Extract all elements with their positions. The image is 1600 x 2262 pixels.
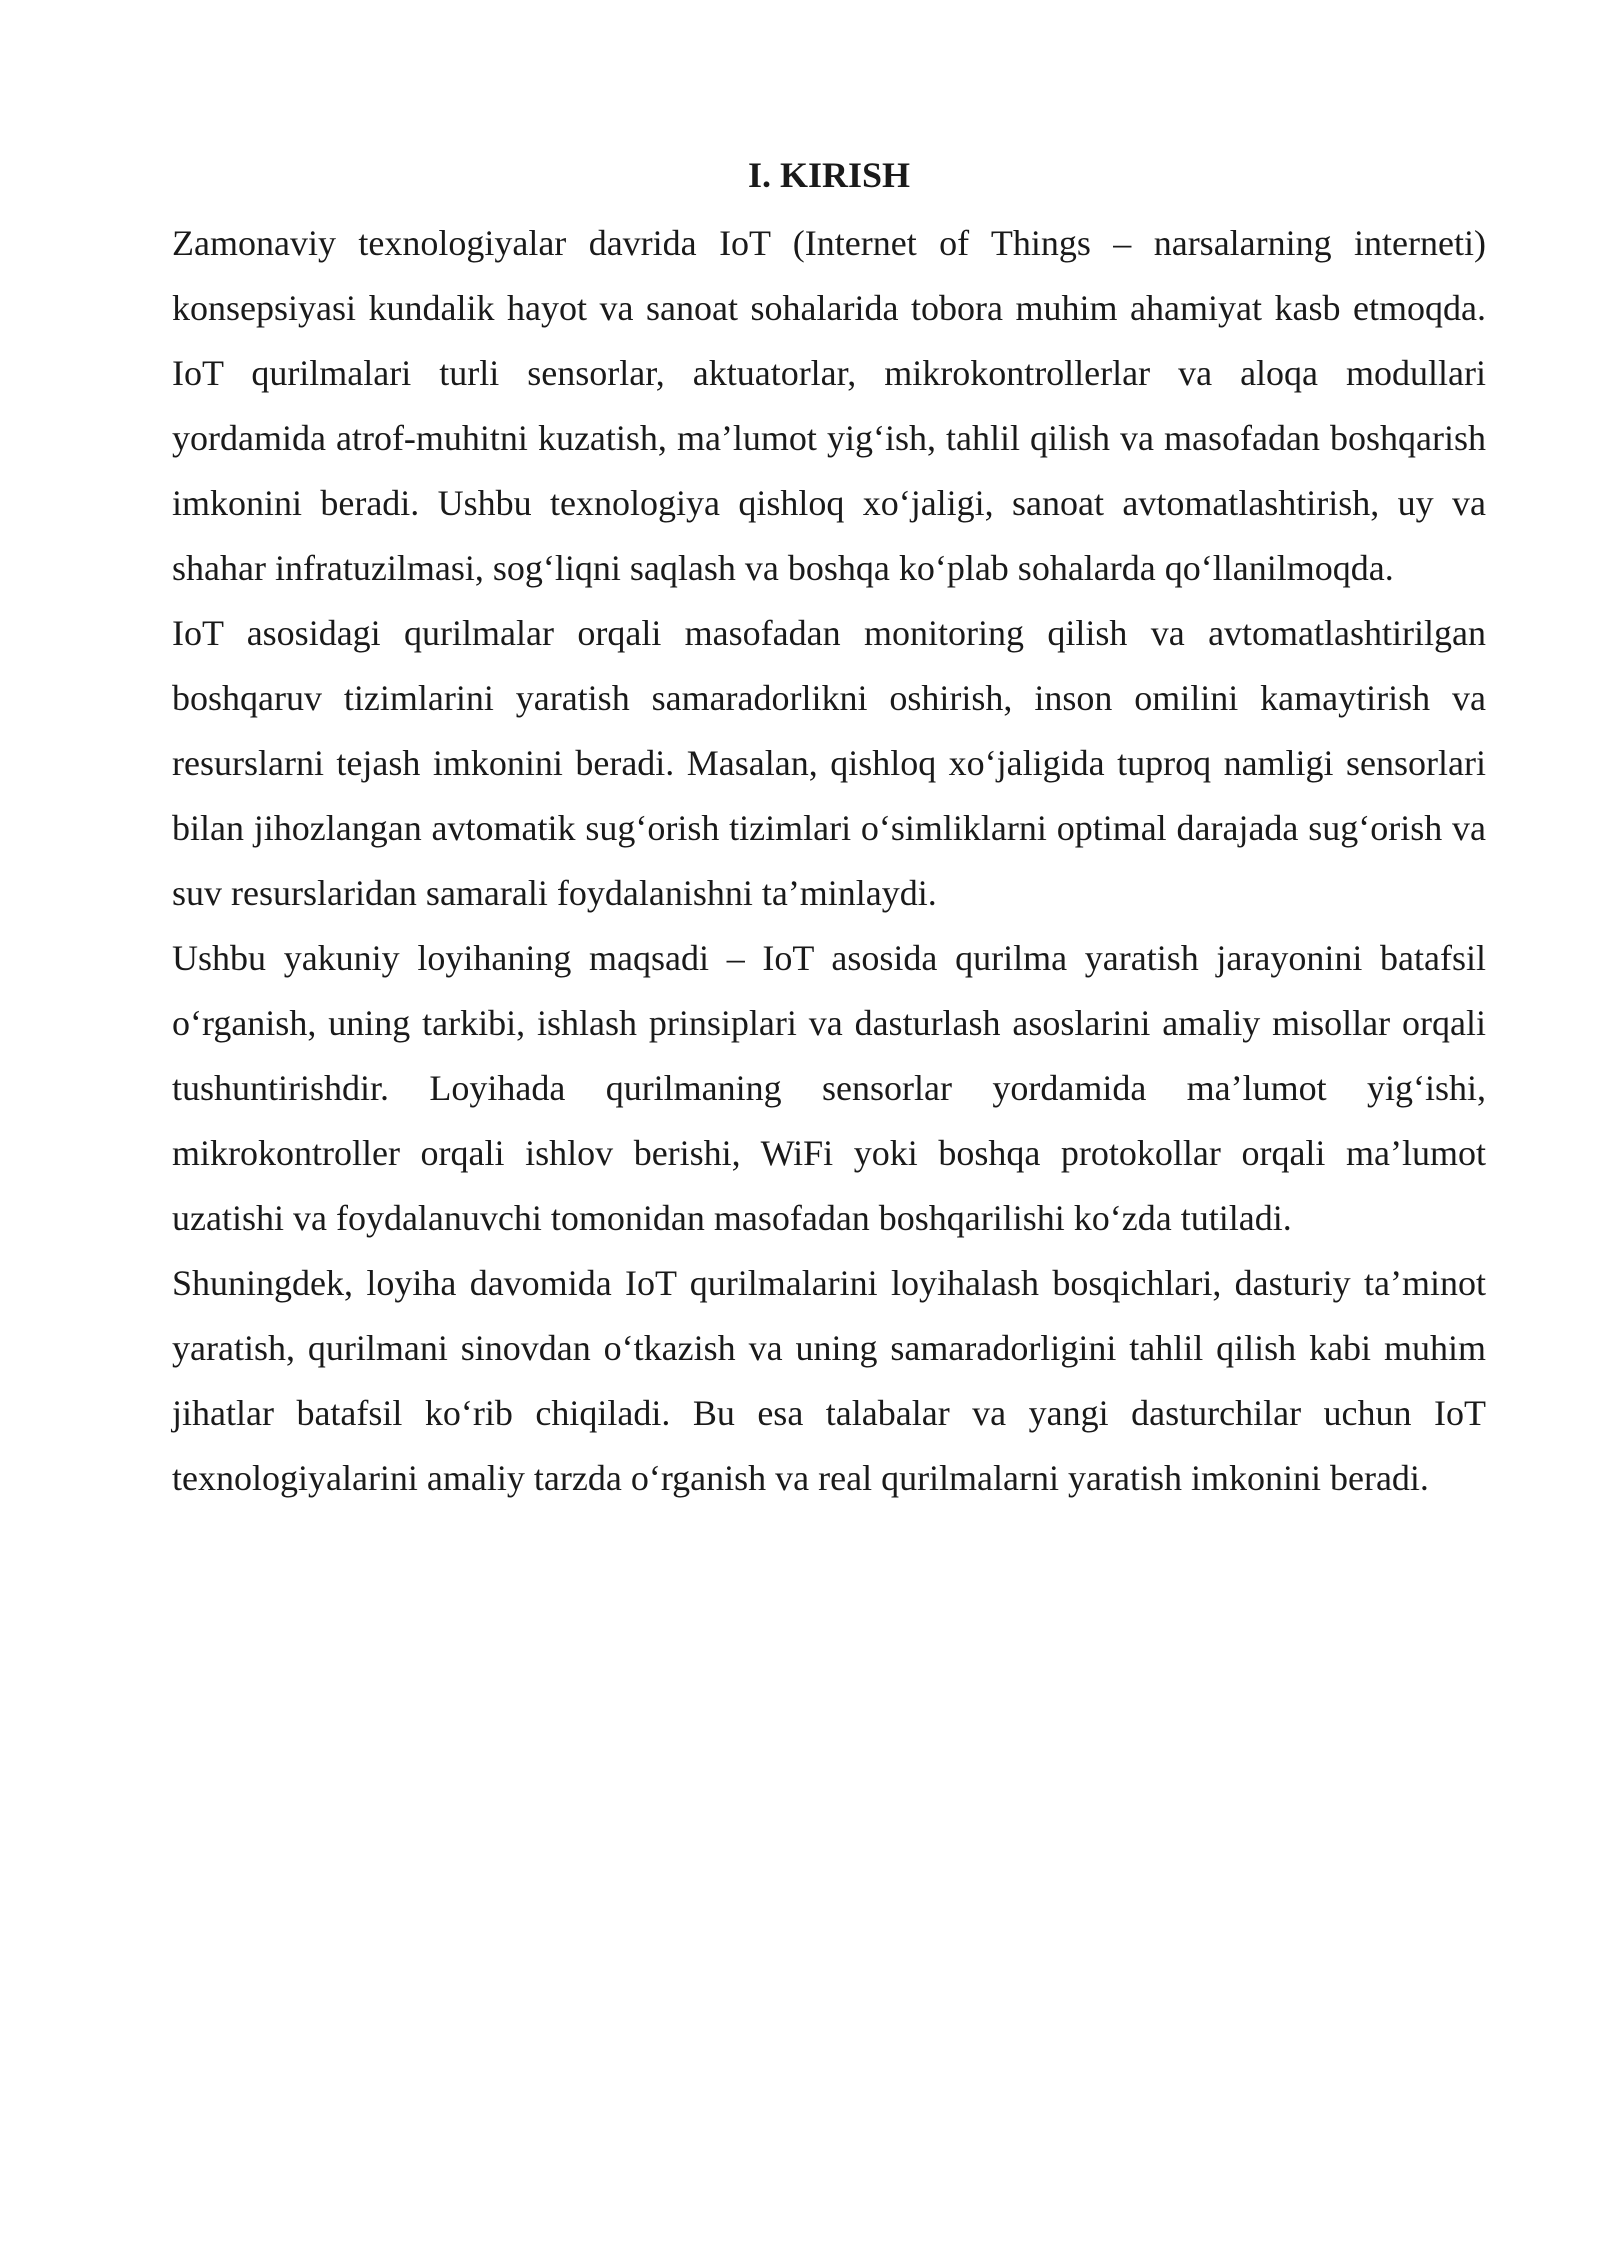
paragraph-project-goal: Ushbu yakuniy loyihaning maqsadi – IoT asosida qurilma yaratish jarayonini batafsil o‘rganish, uning tarkibi, ishlash prinsiplari va dasturlash asoslarini amaliy misollar orqali tushuntirishdir. Loyihada qurilmaning sensorlar yordamida ma’lumot yig‘ishi, mikrokontroller orqali ishlov berishi, WiFi yoki boshqa protokollar orqali ma’lumot uzatishi va foydalanuvchi tomonidan masofadan boshqarilishi ko‘zda tutiladi. xyxy=(172,938,1486,1238)
paragraph-monitoring: IoT asosidagi qurilmalar orqali masofadan monitoring qilish va avtomatlashtirilgan boshqaruv tizimlarini yaratish samaradorlikni oshirish, inson omilini kamaytirish va resurslarni tejash imkonini beradi. Masalan, qishloq xo‘jaligida tuproq namligi sensorlari bilan jihozlangan avtomatik sug‘orish tizimlari o‘simliklarni optimal darajada sug‘orish va suv resurslaridan samarali foydalanishni ta’minlaydi. xyxy=(172,613,1486,913)
paragraph-project-stages: Shuningdek, loyiha davomida IoT qurilmalarini loyihalash bosqichlari, dasturiy ta’minot yaratish, qurilmani sinovdan o‘tkazish va uning samaradorligini tahlil qilish kabi muhim jihatlar batafsil ko‘rib chiqiladi. Bu esa talabalar va yangi dasturchilar uchun IoT texnologiyalarini amaliy tarzda o‘rganish va real qurilmalarni yaratish imkonini beradi. xyxy=(172,1263,1486,1498)
section-heading: I. KIRISH xyxy=(747,155,911,195)
paragraph-intro: Zamonaviy texnologiyalar davrida IoT (Internet of Things – narsalarning interneti) konsepsiyasi kundalik hayot va sanoat sohalarida tobora muhim ahamiyat kasb etmoqda. IoT qurilmalari turli sensorlar, aktuatorlar, mikrokontrollerlar va aloqa modullari yordamida atrof-muhitni kuzatish, ma’lumot yig‘ish, tahlil qilish va masofadan boshqarish imkonini beradi. Ushbu texnologiya qishloq xo‘jaligi, sanoat avtomatlashtirish, uy va shahar infratuzilmasi, sog‘liqni saqlash va boshqa ko‘plab sohalarda qo‘llanilmoqda. xyxy=(172,223,1486,588)
document-body xyxy=(172,148,1486,1511)
